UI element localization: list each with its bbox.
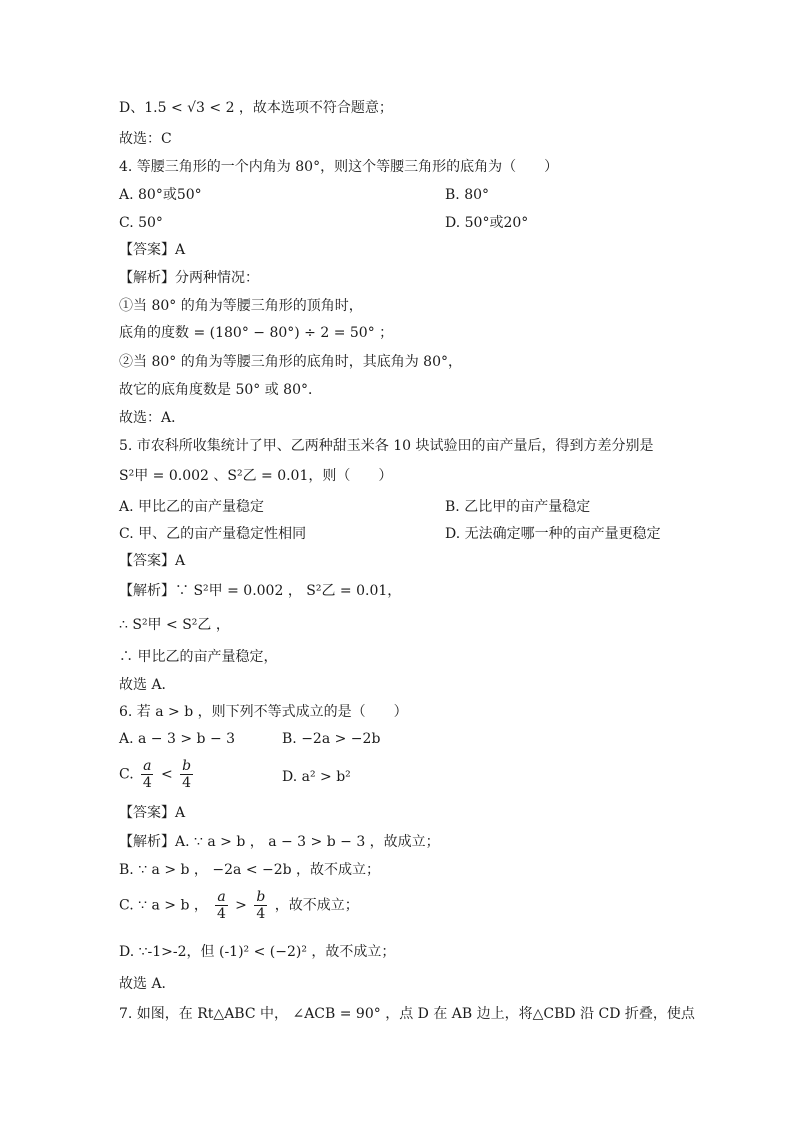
denominator: 4 [182,775,192,791]
selection-line: 故选：A． [119,410,186,426]
explanation-line: B. ∵ a > b ， −2a < −2b ，故不成立； [119,862,381,878]
explanation-line [119,889,359,922]
explanation-line: 【解析】分两种情况： [119,270,259,286]
denominator: 4 [256,906,266,922]
numerator: b [256,889,266,905]
explanation-line: 【解析】A. ∵ a > b ， a − 3 > b − 3 ，故成立； [119,834,440,850]
option-b: B. 乙比甲的亩产量稳定 [445,499,591,515]
text-line: D、1.5 < √3 < 2 ，故本选项不符合题意； [119,100,393,116]
option-label: C. [119,766,134,783]
option-c: C. 50° [119,215,163,231]
fraction [141,758,153,791]
selection-line: 故选 A． [119,976,176,992]
option-a: A. 甲比乙的亩产量稳定 [119,499,265,515]
explanation-line: ②当 80° 的角为等腰三角形的底角时，其底角为 80°， [119,354,462,370]
explanation-line: D. ∵-1>-2，但 (-1)² < (−2)² ，故不成立； [119,944,396,960]
option-b: B. 80° [445,187,490,203]
explanation-line: ①当 80° 的角为等腰三角形的顶角时， [119,298,363,314]
operator: < [160,766,173,783]
answer-label: 【答案】A [119,553,186,569]
question-5-formula: S²甲 = 0.002 、S²乙 = 0.01，则（ ） [119,468,393,484]
fraction [254,889,267,922]
denominator: 4 [142,775,152,791]
option-a: A. 80°或50° [119,187,202,203]
option-c: C. 甲、乙的亩产量稳定性相同 [119,526,307,542]
fraction [180,758,193,791]
answer-label: 【答案】A [119,805,186,821]
option-b: B. −2a > −2b [282,731,381,747]
explanation-suffix: ，故不成立； [274,897,359,914]
explanation-line: 故它的底角度数是 50° 或 80°． [119,382,322,398]
selection-line: 故选 A． [119,677,176,693]
denominator: 4 [217,906,226,922]
question-4: 4. 等腰三角形的一个内角为 80°，则这个等腰三角形的底角为（ ） [119,159,559,175]
explanation-prefix: C. ∵ a > b ， [119,897,208,914]
fraction [215,889,227,922]
operator: > [235,897,247,914]
explanation-line: 底角的度数 = (180° − 80°) ÷ 2 = 50° ； [119,325,394,341]
numerator: a [217,889,226,905]
numerator: b [182,758,192,774]
text-line: 故选：C [119,131,172,147]
explanation-line: ∴ S²甲 < S²乙 ， [119,617,230,633]
option-c [119,758,196,791]
question-6: 6. 若 a > b ，则下列不等式成立的是（ ） [119,704,408,720]
option-d: D. 无法确定哪一种的亩产量更稳定 [445,526,661,542]
explanation-line: 【解析】∵ S²甲 = 0.002 ， S²乙 = 0.01， [119,583,402,599]
question-7: 7. 如图，在 Rt△ABC 中， ∠ACB = 90° ，点 D 在 AB 边上，将△CBD 沿 CD 折叠，使点 [119,1006,695,1022]
option-d: D. 50°或20° [445,215,529,231]
answer-label: 【答案】A [119,242,186,258]
option-a: A. a − 3 > b − 3 [119,731,236,747]
question-5: 5. 市农科所收集统计了甲、乙两种甜玉米各 10 块试验田的亩产量后，得到方差分别是 [119,438,654,454]
numerator: a [143,758,152,774]
option-d: D. a² > b² [282,769,351,785]
explanation-line: ∴ 甲比乙的亩产量稳定， [119,649,278,665]
